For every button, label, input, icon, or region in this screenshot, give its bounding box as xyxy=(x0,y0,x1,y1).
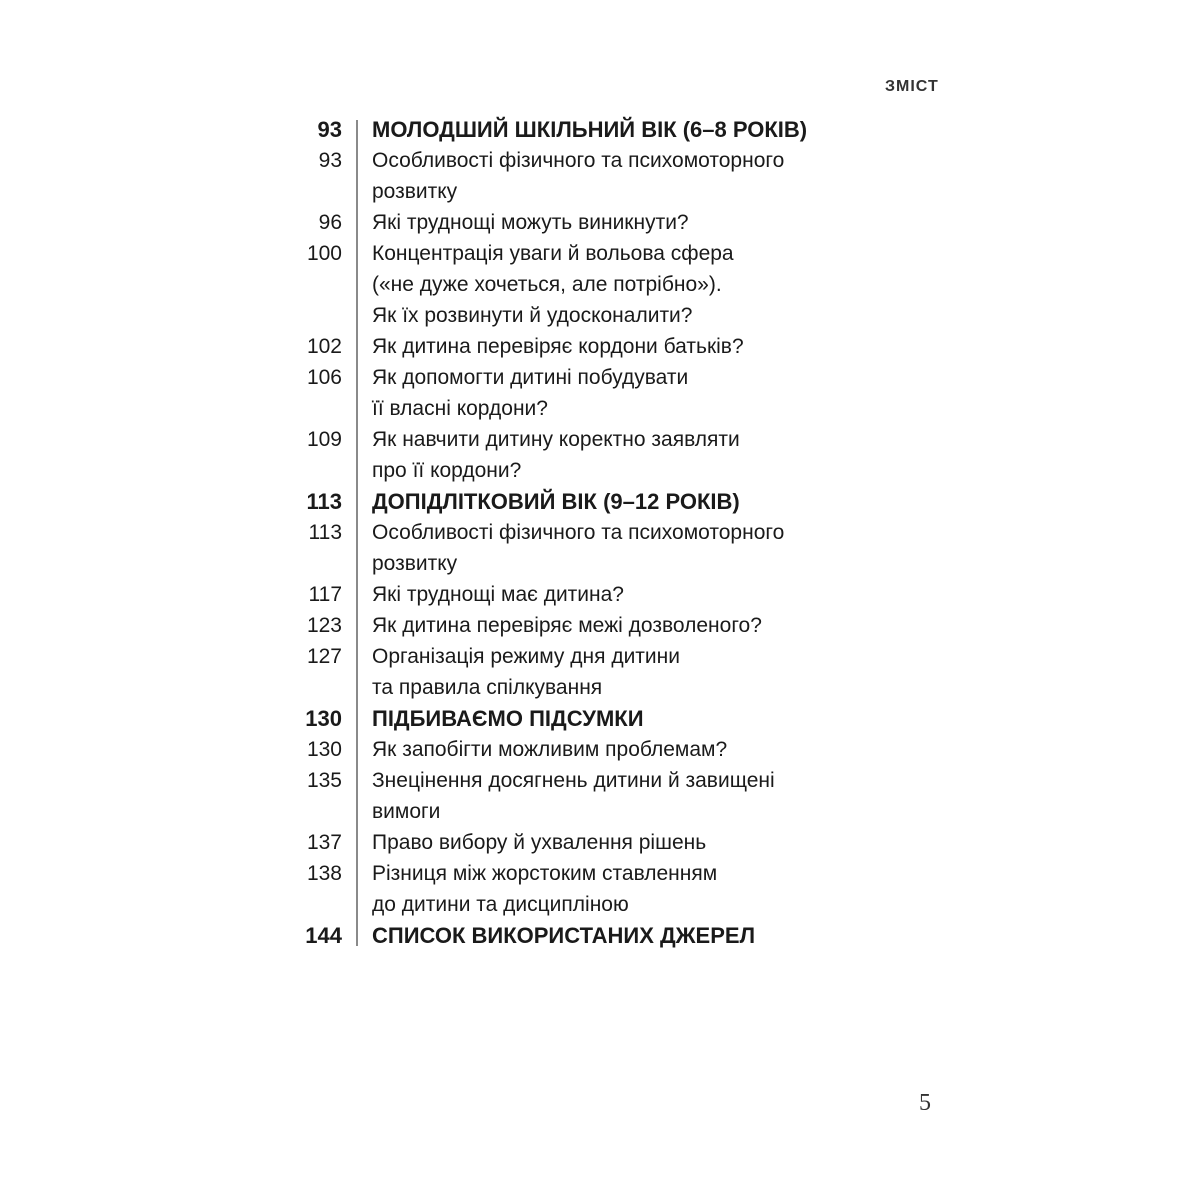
toc-entry-title xyxy=(372,517,784,579)
toc-title-line: про її кордони? xyxy=(372,459,522,482)
toc-entry-title xyxy=(372,827,706,858)
toc-title-line: ДОПІДЛІТКОВИЙ ВІК (9–12 РОКІВ) xyxy=(372,489,740,514)
toc-title-line: розвитку xyxy=(372,552,458,575)
toc-title-line: («не дуже хочеться, але потрібно»). xyxy=(372,273,722,296)
toc-page-number: 100 xyxy=(306,242,342,265)
toc-entry-title xyxy=(372,920,755,951)
toc-page-number: 138 xyxy=(306,862,342,885)
toc-entry-title xyxy=(372,641,680,703)
toc-entry[interactable] xyxy=(290,858,910,920)
toc-entry-title xyxy=(372,238,734,331)
toc-title-line: Знецінення досягнень дитини й завищені xyxy=(372,769,775,792)
toc-entry-title xyxy=(372,579,624,610)
toc-page-number: 135 xyxy=(306,769,342,792)
toc-entry[interactable] xyxy=(290,362,910,424)
toc-entry[interactable] xyxy=(290,517,910,579)
toc-entry-title xyxy=(372,207,689,238)
toc-page-number: 96 xyxy=(318,211,342,234)
toc-title-line: вимоги xyxy=(372,800,441,823)
toc-title-line: Різниця між жорстоким ставленням xyxy=(372,862,718,885)
toc-entry-title xyxy=(372,486,740,517)
toc-entry[interactable] xyxy=(290,424,910,486)
page-number: 5 xyxy=(919,1090,931,1116)
toc-page-number: 109 xyxy=(306,428,342,451)
toc-page-number: 130 xyxy=(305,706,342,731)
toc-entry[interactable] xyxy=(290,765,910,827)
toc-title-line: Як запобігти можливим проблемам? xyxy=(372,738,728,761)
toc-title-line: Як їх розвинути й удосконалити? xyxy=(372,304,693,327)
toc-title-line: ПІДБИВАЄМО ПІДСУМКИ xyxy=(372,706,644,731)
toc-page-number: 123 xyxy=(306,614,342,637)
toc-title-line: Право вибору й ухвалення рішень xyxy=(372,831,707,854)
toc-page-number: 106 xyxy=(306,366,342,389)
toc-section-entry[interactable] xyxy=(290,920,910,951)
toc-entry[interactable] xyxy=(290,331,910,362)
toc-page-number: 127 xyxy=(306,645,342,668)
toc-page-number: 93 xyxy=(317,117,342,142)
toc-entry[interactable] xyxy=(290,827,910,858)
toc-entry[interactable] xyxy=(290,579,910,610)
toc-title-line: СПИСОК ВИКОРИСТАНИХ ДЖЕРЕЛ xyxy=(372,923,756,948)
toc-page-number: 102 xyxy=(306,335,342,358)
toc-page-number: 113 xyxy=(308,521,342,544)
toc-page-number: 117 xyxy=(308,583,342,606)
toc-title-line: її власні кордони? xyxy=(372,397,548,420)
toc-section-entry[interactable] xyxy=(290,703,910,734)
toc-title-line: Як дитина перевіряє кордони батьків? xyxy=(372,335,744,358)
toc-entry[interactable] xyxy=(290,238,910,331)
toc-entry[interactable] xyxy=(290,734,910,765)
toc-title-line: Концентрація уваги й вольова сфера xyxy=(372,242,734,265)
toc-entry[interactable] xyxy=(290,145,910,207)
toc-entry-title xyxy=(372,362,688,424)
toc-title-line: та правила спілкування xyxy=(372,676,603,699)
toc-entry-title xyxy=(372,703,644,734)
toc-title-line: Як дитина перевіряє межі дозволеного? xyxy=(372,614,762,637)
toc-page-number: 113 xyxy=(306,489,342,514)
toc-page-number: 93 xyxy=(318,149,342,172)
toc-title-line: Організація режиму дня дитини xyxy=(372,645,680,668)
toc-title-line: Особливості фізичного та психомоторного xyxy=(372,149,785,172)
toc-vertical-rule xyxy=(356,120,358,946)
toc-page-number: 137 xyxy=(306,831,342,854)
toc-entry-title xyxy=(372,858,717,920)
toc-entry-title xyxy=(372,734,727,765)
toc-entry[interactable] xyxy=(290,641,910,703)
toc-entry-title xyxy=(372,145,784,207)
toc-entry[interactable] xyxy=(290,610,910,641)
toc-entry-title xyxy=(372,424,740,486)
toc-entry-title xyxy=(372,331,744,362)
toc-entry-title xyxy=(372,610,762,641)
toc-title-line: Як навчити дитину коректно заявляти xyxy=(372,428,740,451)
toc-section-entry[interactable] xyxy=(290,114,910,145)
toc-title-line: Які труднощі має дитина? xyxy=(372,583,624,606)
toc-title-line: до дитини та дисципліною xyxy=(372,893,629,916)
toc-entry[interactable] xyxy=(290,207,910,238)
toc-section-entry[interactable] xyxy=(290,486,910,517)
running-header: ЗМІСТ xyxy=(885,78,939,95)
toc-entry-title xyxy=(372,114,807,145)
toc-title-line: Як допомогти дитині побудувати xyxy=(372,366,689,389)
toc-title-line: МОЛОДШИЙ ШКІЛЬНИЙ ВІК (6–8 РОКІВ) xyxy=(372,117,808,142)
toc-entries xyxy=(290,114,910,951)
toc-title-line: розвитку xyxy=(372,180,458,203)
toc-entry-title xyxy=(372,765,775,827)
table-of-contents xyxy=(290,114,910,951)
toc-page-number: 130 xyxy=(306,738,342,761)
toc-title-line: Особливості фізичного та психомоторного xyxy=(372,521,785,544)
toc-page-number: 144 xyxy=(305,923,342,948)
toc-title-line: Які труднощі можуть виникнути? xyxy=(372,211,689,234)
